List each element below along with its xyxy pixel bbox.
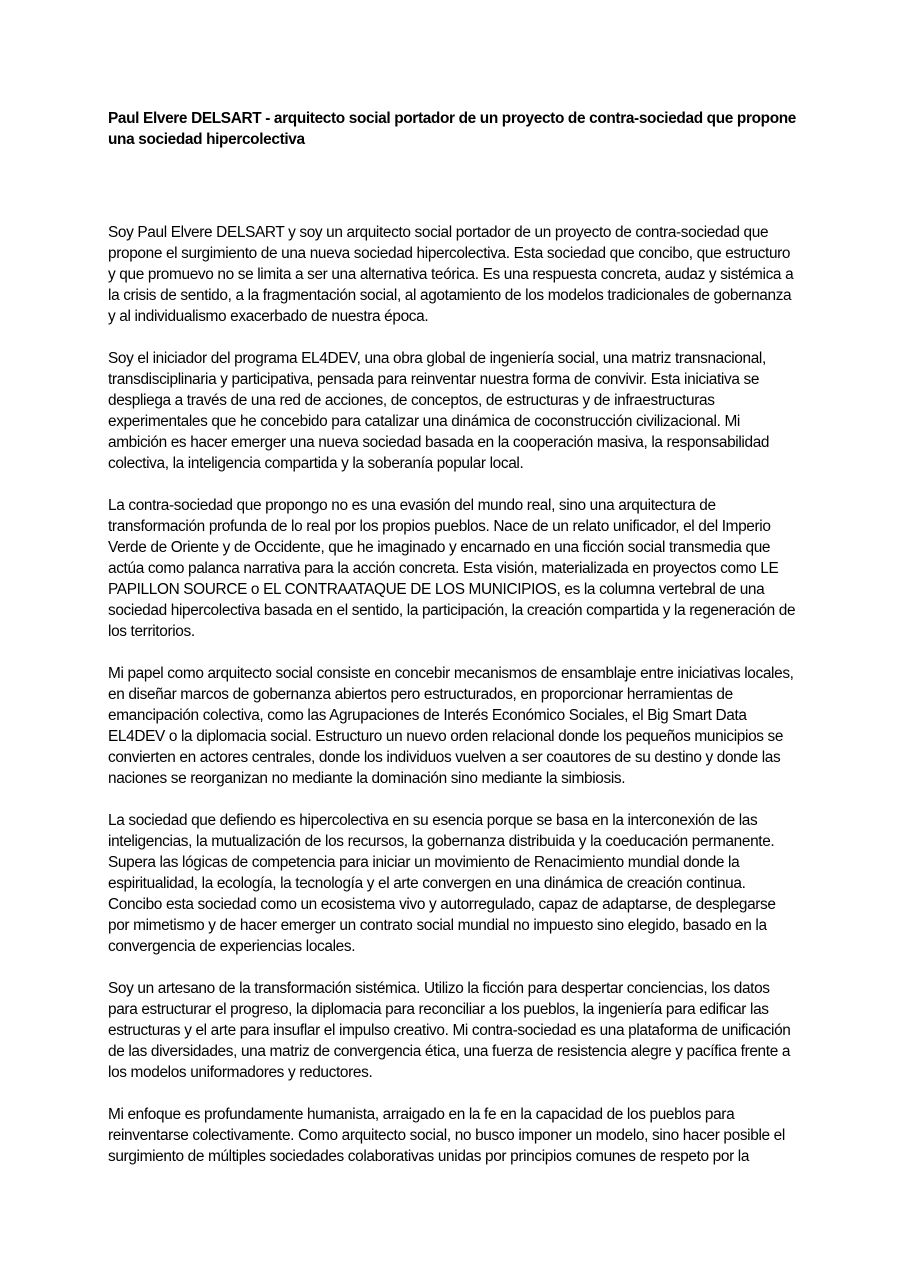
document-page bbox=[108, 108, 798, 1188]
paragraph-7: Mi enfoque es profundamente humanista, arraigado en la fe en la capacidad de los pueblos para reinventarse colectivamente. Como arquitecto social, no busco imponer un modelo, sino hacer posible el surgimiento de múltiples sociedades colaborativas unidas por principios comunes de respeto por la bbox=[108, 1106, 785, 1165]
paragraph-5: La sociedad que defiendo es hipercolectiva en su esencia porque se basa en la interconexión de las inteligencias, la mutualización de los recursos, la gobernanza distribuida y la coeducación permanente. Supera las lógicas de competencia para iniciar un movimiento de Renacimiento mundial donde la espiritualidad, la ecología, la tecnología y el arte convergen en una dinámica de creación continua. Concibo esta sociedad como un ecosistema vivo y autorregulado, capaz de adaptarse, de desplegarse por mimetismo y de hacer emerger un contrato social mundial no impuesto sino elegido, basado en la convergencia de experiencias locales. bbox=[108, 812, 776, 955]
paragraph-6: Soy un artesano de la transformación sistémica. Utilizo la ficción para despertar conciencias, los datos para estructurar el progreso, la diplomacia para reconciliar a los pueblos, la ingeniería para edificar las estructuras y el arte para insuflar el impulso creativo. Mi contra-sociedad es una plataforma de unificación de las diversidades, una matriz de convergencia ética, una fuerza de resistencia alegre y pacífica frente a los modelos uniformadores y reductores. bbox=[108, 980, 791, 1081]
document-title: Paul Elvere DELSART - arquitecto social portador de un proyecto de contra-sociedad que propone una sociedad hipercolectiva bbox=[108, 110, 797, 148]
paragraph-2: Soy el iniciador del programa EL4DEV, una obra global de ingeniería social, una matriz transnacional, transdisciplinaria y participativa, pensada para reinventar nuestra forma de convivir. Esta iniciativa se despliega a través de una red de acciones, de conceptos, de estructuras y de infraestructuras experimentales que he concebido para catalizar una dinámica de coconstrucción civilizacional. Mi ambición es hacer emerger una nueva sociedad basada en la cooperación masiva, la responsabilidad colectiva, la inteligencia compartida y la soberanía popular local. bbox=[108, 350, 770, 472]
paragraph-1: Soy Paul Elvere DELSART y soy un arquitecto social portador de un proyecto de contra-sociedad que propone el surgimiento de una nueva sociedad hipercolectiva. Esta sociedad que concibo, que estructuro y que promuevo no se limita a ser una alternativa teórica. Es una respuesta concreta, audaz y sistémica a la crisis de sentido, a la fragmentación social, al agotamiento de los modelos tradicionales de gobernanza y al individualismo exacerbado de nuestra época. bbox=[108, 224, 794, 325]
paragraph-4: Mi papel como arquitecto social consiste en concebir mecanismos de ensamblaje entre iniciativas locales, en diseñar marcos de gobernanza abiertos pero estructurados, en proporcionar herramientas de emancipación colectiva, como las Agrupaciones de Interés Económico Sociales, el Big Smart Data EL4DEV o la diplomacia social. Estructuro un nuevo orden relacional donde los pequeños municipios se convierten en actores centrales, donde los individuos vuelven a ser coautores de su destino y donde las naciones se reorganizan no mediante la dominación sino mediante la simbiosis. bbox=[108, 665, 794, 787]
paragraph-3: La contra-sociedad que propongo no es una evasión del mundo real, sino una arquitectura de transformación profunda de lo real por los propios pueblos. Nace de un relato unificador, el del Imperio Verde de Oriente y de Occidente, que he imaginado y encarnado en una ficción social transmedia que actúa como palanca narrativa para la acción concreta. Esta visión, materializada en proyectos como LE PAPILLON SOURCE o EL CONTRAATAQUE DE LOS MUNICIPIOS, es la columna vertebral de una sociedad hipercolectiva basada en el sentido, la participación, la creación compartida y la regeneración de los territorios. bbox=[108, 497, 796, 640]
